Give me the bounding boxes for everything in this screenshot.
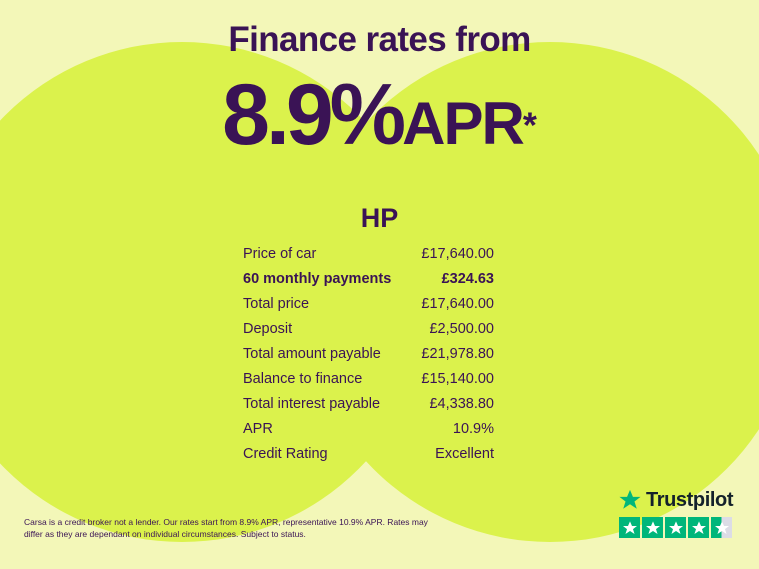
disclaimer-text: Carsa is a credit broker not a lender. Our rates start from 8.9% APR, representative 10.9% APR. Rates may differ as they are dependant on individual circumstances. Subject to status. <box>24 517 428 540</box>
table-row <box>243 246 494 271</box>
row-label: Total price <box>243 296 310 312</box>
trustpilot-wordmark: Trustpilot <box>646 488 734 511</box>
row-value: £15,140.00 <box>421 371 494 387</box>
table-row <box>243 321 494 346</box>
table-row <box>243 421 494 446</box>
table-row <box>243 396 494 421</box>
row-value: Excellent <box>435 446 494 462</box>
trustpilot-star-row <box>619 517 737 538</box>
rate-asterisk: * <box>522 104 537 146</box>
row-value: £4,338.80 <box>429 396 494 412</box>
row-label: Balance to finance <box>243 371 363 387</box>
trustpilot-star-icon <box>619 489 641 511</box>
trustpilot-rating <box>619 488 737 538</box>
plan-type-title: HP <box>360 203 399 233</box>
star-icon <box>642 517 663 538</box>
row-label: Price of car <box>243 246 317 262</box>
row-label: APR <box>243 421 273 437</box>
row-label: Total amount payable <box>243 346 381 362</box>
rate-headline <box>0 66 759 165</box>
star-icon <box>619 517 640 538</box>
row-value: £17,640.00 <box>421 296 494 312</box>
row-value: £324.63 <box>441 271 494 287</box>
row-value: £2,500.00 <box>429 321 494 337</box>
star-icon <box>688 517 709 538</box>
row-label: Credit Rating <box>243 446 328 462</box>
row-label: Total interest payable <box>243 396 381 412</box>
trustpilot-logo <box>619 488 737 512</box>
rate-value: 8.9% <box>222 67 403 163</box>
row-value: 10.9% <box>452 421 494 437</box>
table-row <box>243 346 494 371</box>
half-star-icon <box>711 517 732 538</box>
table-row <box>243 296 494 321</box>
row-label: 60 monthly payments <box>243 271 392 287</box>
table-row <box>243 446 494 471</box>
rate-unit: APR <box>402 90 523 157</box>
page-title: Finance rates from <box>228 20 531 59</box>
table-row <box>243 271 494 296</box>
table-row <box>243 371 494 396</box>
row-label: Deposit <box>243 321 293 337</box>
star-icon <box>665 517 686 538</box>
row-value: £17,640.00 <box>421 246 494 262</box>
row-value: £21,978.80 <box>421 346 494 362</box>
finance-details-table <box>243 246 494 471</box>
